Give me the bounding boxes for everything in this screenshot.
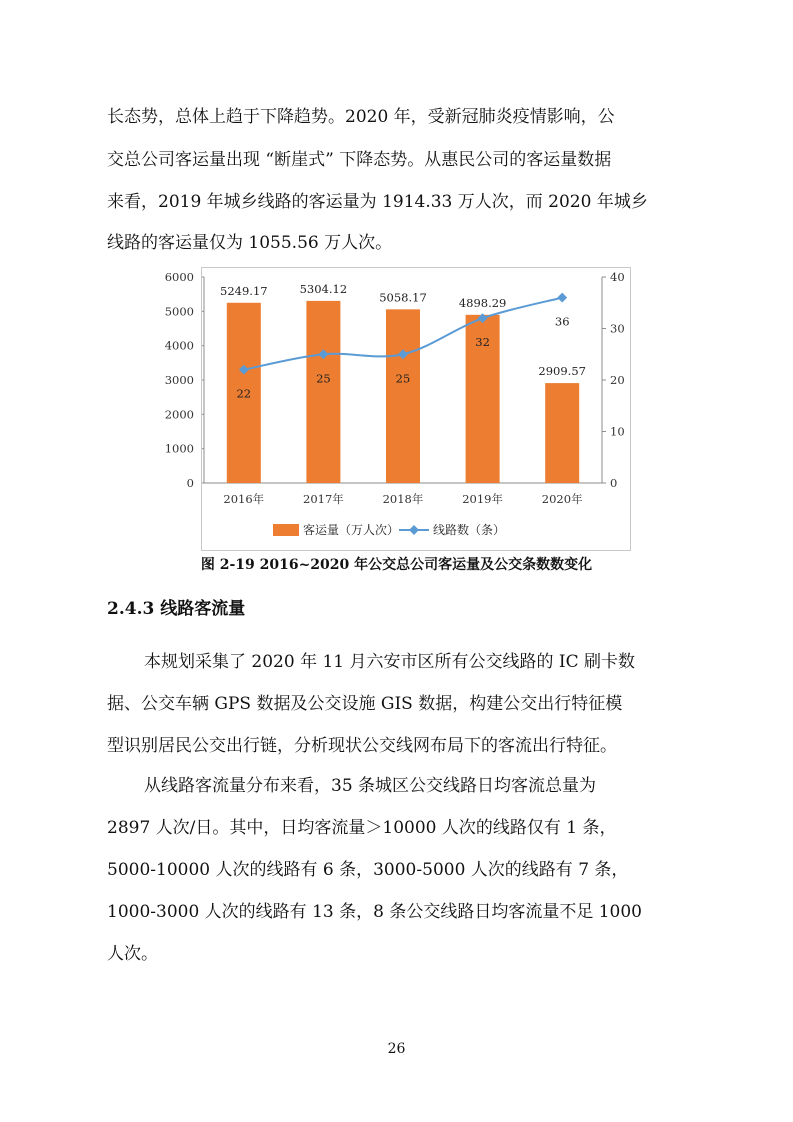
right-tick-label: 0 <box>610 476 618 490</box>
paragraph2-line-4: 1000-3000 人次的线路有 13 条，8 条公交线路日均客流量不足 1000 <box>107 902 643 922</box>
x-tick-label: 2019年 <box>462 492 503 506</box>
line-value-label: 22 <box>236 386 252 401</box>
legend-bar-swatch <box>273 524 299 536</box>
left-tick-label: 6000 <box>164 270 194 284</box>
x-tick-label: 2017年 <box>303 492 344 506</box>
line-value-label: 36 <box>554 314 570 329</box>
page-number: 26 <box>387 1041 406 1057</box>
paragraph2-line-2: 2897 人次/日。其中，日均客流量＞10000 人次的线路仅有 1 条， <box>107 818 617 838</box>
line-point <box>557 293 567 303</box>
x-tick-label: 2020年 <box>541 492 583 506</box>
left-tick-label: 2000 <box>164 407 194 422</box>
bar-value-label: 5249.17 <box>220 283 268 298</box>
paragraph1-line-1: 本规划采集了 2020 年 11 月六安市区所有公交线路的 IC 刷卡数 <box>144 652 636 672</box>
bar-value-label: 5304.12 <box>299 281 348 296</box>
chart-container <box>201 267 631 551</box>
bar-value-label: 2909.57 <box>538 364 586 379</box>
left-tick-label: 0 <box>186 476 194 490</box>
left-tick-label: 4000 <box>164 338 194 353</box>
left-tick-label: 1000 <box>164 441 194 456</box>
intro-line-2: 交总公司客运量出现 “断崖式” 下降态势。从惠民公司的客运量数据 <box>107 150 612 170</box>
legend-line-marker <box>409 525 419 535</box>
left-tick-label: 5000 <box>164 304 194 319</box>
intro-line-3: 来看，2019 年城乡线路的客运量为 1914.33 万人次，而 2020 年城乡 <box>107 192 648 212</box>
bar-value-label: 4898.29 <box>458 295 507 310</box>
intro-line-1: 长态势，总体上趋于下降趋势。2020 年，受新冠肺炎疫情影响，公 <box>107 107 615 127</box>
paragraph2-line-1: 从线路客流量分布来看，35 条城区公交线路日均客流总量为 <box>144 776 597 796</box>
legend-line-label: 线路数（条） <box>433 523 506 537</box>
bar-2018年 <box>386 309 420 483</box>
x-tick-label: 2016年 <box>223 492 265 506</box>
figure-caption: 图 2-19 2016~2020 年公交总公司客运量及公交条数数变化 <box>200 557 593 573</box>
line-value-label: 32 <box>475 335 490 350</box>
section-heading: 2.4.3 线路客流量 <box>107 599 246 619</box>
x-tick-label: 2018年 <box>382 492 424 506</box>
bar-2020年 <box>545 383 579 483</box>
paragraph1-line-3: 型识别居民公交出行链，分析现状公交线网布局下的客流出行特征。 <box>107 736 617 756</box>
bar-2017年 <box>306 301 340 483</box>
intro-line-4: 线路的客运量仅为 1055.56 万人次。 <box>107 233 393 253</box>
right-tick-label: 10 <box>610 424 625 439</box>
left-tick-label: 3000 <box>164 373 194 387</box>
legend-bar-label: 客运量（万人次） <box>303 523 400 537</box>
paragraph1-line-2: 据、公交车辆 GPS 数据及公交设施 GIS 数据，构建公交出行特征模 <box>107 694 623 714</box>
right-tick-label: 30 <box>610 321 625 336</box>
paragraph2-line-3: 5000-10000 人次的线路有 6 条，3000-5000 人次的线路有 7 条， <box>107 860 629 880</box>
line-value-label: 25 <box>395 371 411 386</box>
line-value-label: 25 <box>316 371 331 386</box>
right-tick-label: 20 <box>610 373 625 387</box>
left-axis-labels <box>142 267 202 549</box>
bar-value-label: 5058.17 <box>379 290 427 305</box>
combo-chart <box>202 268 630 550</box>
right-tick-label: 40 <box>610 270 625 284</box>
paragraph2-line-5: 人次。 <box>107 944 158 964</box>
